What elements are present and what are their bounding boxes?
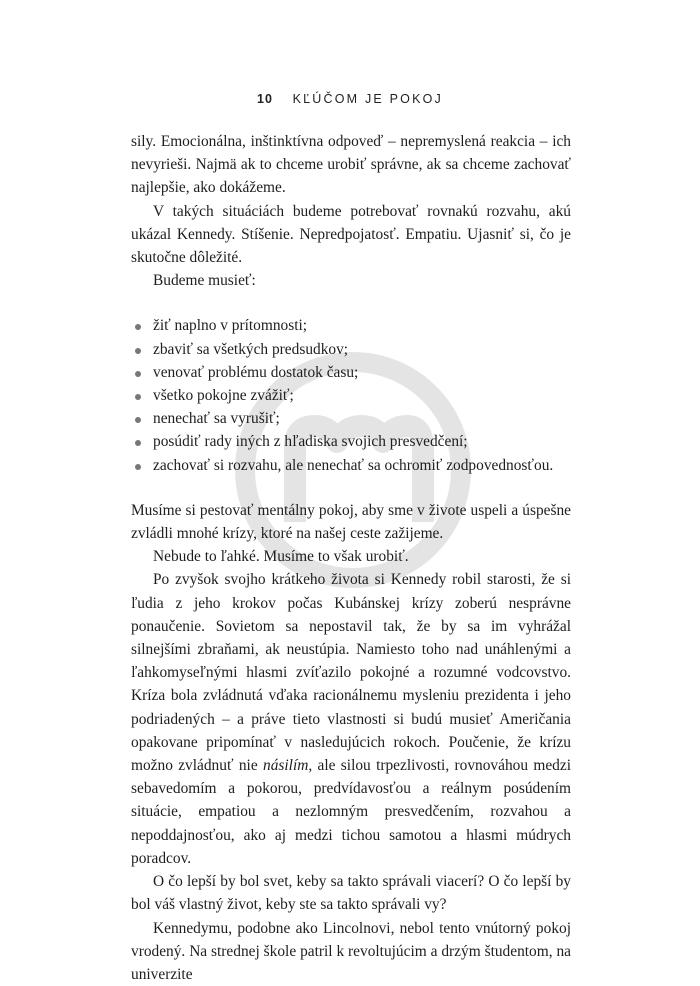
bullet-icon bbox=[135, 417, 141, 423]
paragraph: Nebude to ľahké. Musíme to však urobiť. bbox=[131, 545, 571, 568]
paragraph: O čo lepší by bol svet, keby sa takto správali viacerí? O čo lepší by bol váš vlastný život, keby ste sa takto správali vy? bbox=[131, 870, 571, 916]
paragraph: Musíme si pestovať mentálny pokoj, aby sme v živote uspeli a úspešne zvládli mnohé krízy, ktoré na našej ceste zažijeme. bbox=[131, 499, 571, 545]
bullet-icon bbox=[135, 371, 141, 377]
paragraph: Kennedymu, podobne ako Lincolnovi, nebol tento vnútorný pokoj vrodený. Na strednej škole patril k revoltujúcim a drzým študentom, na univerzite bbox=[131, 917, 571, 986]
running-title: KĽÚČOM JE POKOJ bbox=[293, 92, 443, 106]
paragraph: sily. Emocionálna, inštinktívna odpoveď – nepremyslená reakcia – ich nevyrieši. Najmä ak to chceme urobiť správne, ak sa chceme zachovať najlepšie, ako dokážeme. bbox=[131, 130, 571, 200]
bullet-list bbox=[131, 314, 571, 476]
bullet-icon bbox=[135, 440, 141, 446]
bullet-icon bbox=[135, 348, 141, 354]
page-number: 10 bbox=[257, 92, 273, 106]
page-body bbox=[131, 130, 571, 986]
italic-emphasis: násilím, bbox=[263, 757, 312, 774]
bullet-icon bbox=[135, 464, 141, 470]
paragraph: Po zvyšok svojho krátkeho života si Kennedy robil starosti, že si ľudia z jeho krokov počas Kubánskej krízy zoberú nesprávne ponaučenie. Sovietom sa nepostavil tak, že by sa im vyhrážal silnejšími zbraňami, ak neustúpia. Namiesto toho nad unáhlenými a ľahkomyseľnými hlasmi zvíťazilo pokojné a rozumné vodcovstvo. Kríza bola zvládnutá vďaka racionálnemu mysleniu prezidenta i jeho podriadených – a práve tieto vlastnosti si budú musieť Američania opakovane pripomínať v nasledujúcich rokoch. Poučenie, že krízu možno zvládnuť nie násilím, ale silou trpezlivosti, rovnováhou medzi sebavedomím a pokorou, predvídavosťou a reálnym posúdením situácie, empatiou a nezlomným presvedčením, rozvahou a nepoddajnosťou, ako aj medzi tichou samotou a hlasmi múdrych poradcov. bbox=[131, 568, 571, 870]
list-item: zbaviť sa všetkých predsudkov; bbox=[135, 338, 571, 361]
list-item: nenechať sa vyrušiť; bbox=[135, 407, 571, 430]
list-item: všetko pokojne zvážiť; bbox=[135, 384, 571, 407]
running-header bbox=[0, 92, 700, 106]
paragraph: V takých situáciách budeme potrebovať rovnakú rozvahu, akú ukázal Kennedy. Stíšenie. Nepredpojatosť. Empatiu. Ujasniť si, čo je skutočne dôležité. bbox=[131, 200, 571, 270]
list-item: venovať problému dostatok času; bbox=[135, 361, 571, 384]
list-item: žiť naplno v prítomnosti; bbox=[135, 314, 571, 337]
list-item: posúdiť rady iných z hľadiska svojich presvedčení; bbox=[135, 430, 571, 453]
list-item: zachovať si rozvahu, ale nenechať sa ochromiť zodpovednosťou. bbox=[135, 454, 571, 477]
bullet-icon bbox=[135, 394, 141, 400]
paragraph: Budeme musieť: bbox=[131, 269, 571, 292]
bullet-icon bbox=[135, 324, 141, 330]
